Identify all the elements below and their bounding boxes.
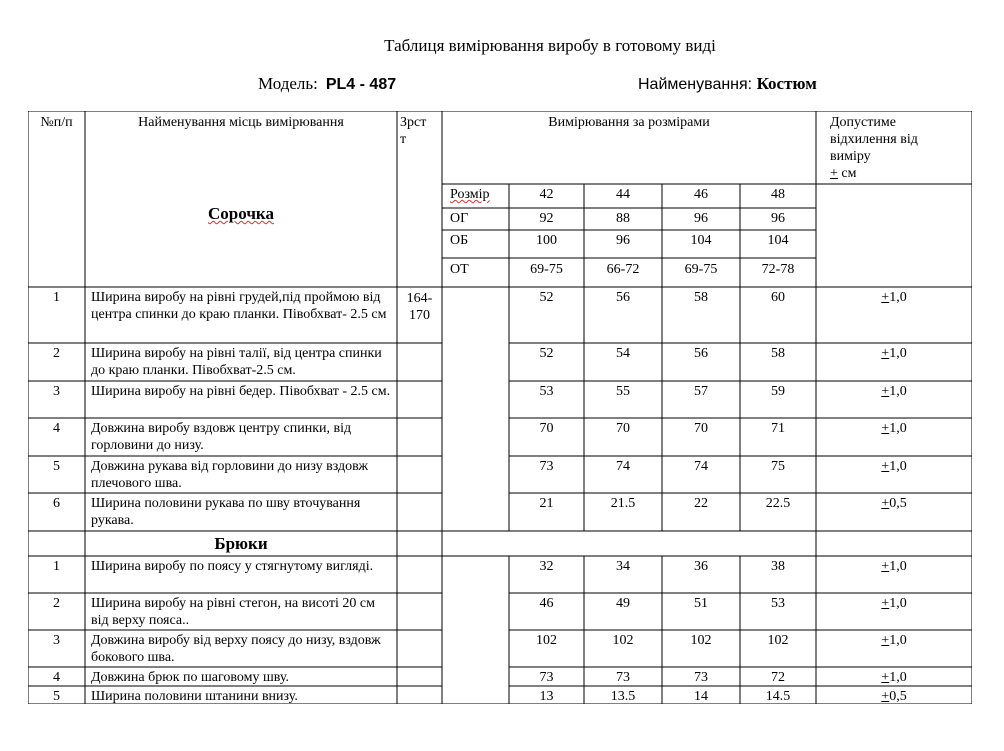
tolerance-value: 1,0 — [889, 384, 907, 399]
shirt-row-value: 21 — [539, 496, 554, 511]
pants-row-value: 49 — [616, 596, 630, 611]
shirt-row-value: 57 — [694, 384, 708, 399]
pants-row-num: 5 — [53, 689, 60, 704]
pants-row-value: 72 — [771, 670, 785, 685]
plus-minus-sign: + — [881, 633, 890, 648]
size-value: 42 — [539, 187, 554, 202]
pants-row-tolerance — [816, 595, 972, 612]
pants-row-value: 14.5 — [765, 689, 791, 704]
shirt-row-description: Ширина виробу на рівні грудей,під проймою від центра спинки до краю планки. Півобхват- 2.5 см — [91, 290, 387, 322]
shirt-row-value: 22 — [694, 496, 708, 511]
shirt-row-value: 56 — [694, 346, 708, 361]
model-label: Модель: — [258, 74, 318, 93]
name-value: Костюм — [756, 74, 817, 93]
size-value: 96 — [771, 211, 785, 226]
pants-row-num: 1 — [53, 559, 60, 574]
pants-row-value: 53 — [771, 596, 785, 611]
shirt-row-num: 2 — [53, 346, 60, 361]
pants-row-value: 13.5 — [610, 689, 636, 704]
size-row-label: ОБ — [450, 233, 469, 248]
pants-row-tolerance — [816, 558, 972, 575]
shirt-row-tolerance — [816, 383, 972, 400]
shirt-row-value: 75 — [771, 459, 785, 474]
shirt-row-tolerance — [816, 289, 972, 306]
shirt-row-value: 58 — [694, 290, 708, 305]
model-info — [258, 74, 396, 94]
tolerance-value: 1,0 — [889, 596, 907, 611]
section-pants-title: Брюки — [214, 534, 268, 553]
shirt-row-value: 73 — [539, 459, 554, 474]
shirt-row-value: 70 — [539, 421, 554, 436]
size-row-label: ОТ — [450, 262, 469, 277]
header-num: №п/п — [40, 115, 73, 130]
measurement-table — [28, 111, 972, 704]
name-label: Найменування: — [638, 76, 753, 93]
plus-minus-sign: + — [881, 384, 890, 399]
shirt-row-description: Ширина половини рукава по шву вточування рукава. — [91, 496, 361, 528]
pants-row-num: 3 — [53, 633, 60, 648]
size-row-label: Розмір — [450, 187, 490, 202]
shirt-row-value: 22.5 — [765, 496, 791, 511]
tolerance-value: 1,0 — [889, 459, 907, 474]
tolerance-value: 0,5 — [889, 496, 907, 511]
plus-minus-sign: + — [881, 689, 890, 704]
plus-minus-sign: + — [881, 346, 890, 361]
shirt-row-value: 70 — [616, 421, 630, 436]
pants-row-description: Довжина виробу від верху поясу до низу, вздовж бокового шва. — [91, 633, 381, 665]
shirt-row-num: 1 — [53, 290, 60, 305]
pants-row-value: 102 — [690, 633, 712, 648]
pants-row-value: 38 — [771, 559, 785, 574]
plus-minus-sign: + — [881, 496, 890, 511]
size-value: 69-75 — [530, 262, 563, 277]
pants-row-tolerance — [816, 669, 972, 686]
shirt-row-description: Ширина виробу на рівні бедер. Півобхват - 2.5 см. — [91, 384, 391, 399]
tolerance-value: 1,0 — [889, 670, 907, 685]
shirt-row-num: 4 — [53, 421, 60, 436]
header-place: Найменування місць вимірювання — [138, 115, 344, 130]
shirt-row-tolerance — [816, 420, 972, 437]
shirt-row-description: Довжина виробу вздовж центру спинки, від горловини до низу. — [91, 421, 352, 453]
shirt-row-description: Ширина виробу на рівні талії, від центра спинки до краю планки. Півобхват-2.5 см. — [91, 346, 382, 378]
pants-row-value: 14 — [694, 689, 708, 704]
section-shirt-title: Сорочка — [208, 204, 274, 223]
model-code: PL4 - 487 — [325, 76, 397, 93]
shirt-row-tolerance — [816, 345, 972, 362]
plus-minus-sign: + — [881, 596, 890, 611]
shirt-row-value: 56 — [616, 290, 630, 305]
height-value: 164- 170 — [406, 291, 433, 323]
pants-row-num: 2 — [53, 596, 60, 611]
pants-row-num: 4 — [53, 670, 60, 685]
shirt-row-value: 74 — [616, 459, 630, 474]
size-value: 88 — [616, 211, 630, 226]
tolerance-value: 0,5 — [889, 689, 907, 704]
pants-row-tolerance — [816, 688, 972, 705]
plus-minus-sign: + — [830, 166, 838, 181]
size-value: 69-75 — [684, 262, 718, 277]
document-title: Таблиця вимірювання виробу в готовому виді — [384, 36, 716, 55]
shirt-row-num: 6 — [53, 496, 60, 511]
size-value: 46 — [694, 187, 708, 202]
size-value: 100 — [536, 233, 557, 248]
size-value: 104 — [690, 233, 712, 248]
size-row-label: ОГ — [450, 211, 469, 226]
model-line — [0, 74, 1004, 96]
pants-row-value: 36 — [694, 559, 708, 574]
header-sizes: Вимірювання за розмірами — [548, 115, 710, 130]
size-value: 92 — [539, 211, 554, 226]
shirt-row-value: 74 — [694, 459, 708, 474]
size-value: 48 — [771, 187, 785, 202]
plus-minus-sign: + — [881, 559, 890, 574]
pants-row-value: 46 — [539, 596, 554, 611]
shirt-row-value: 54 — [616, 346, 630, 361]
plus-minus-sign: + — [881, 290, 890, 305]
header-tolerance: Допустиме відхилення від виміру + см — [830, 114, 948, 182]
tolerance-value: 1,0 — [889, 559, 907, 574]
shirt-row-value: 70 — [694, 421, 708, 436]
size-value: 66-72 — [606, 262, 640, 277]
pants-row-value: 34 — [616, 559, 630, 574]
product-name-info — [638, 74, 817, 94]
pants-row-tolerance — [816, 632, 972, 649]
shirt-row-value: 21.5 — [610, 496, 636, 511]
shirt-row-value: 53 — [539, 384, 554, 399]
pants-row-description: Ширина виробу на рівні стегон, на висоті 20 см від верху пояса.. — [91, 596, 375, 628]
tolerance-value: 1,0 — [889, 290, 907, 305]
header-height: Зрст т — [400, 115, 427, 147]
shirt-row-description: Довжина рукава від горловини до низу вздовж плечового шва. — [91, 459, 369, 491]
size-value: 104 — [767, 233, 789, 248]
tolerance-value: 1,0 — [889, 346, 907, 361]
pants-row-value: 102 — [536, 633, 557, 648]
tolerance-value: 1,0 — [889, 421, 907, 436]
pants-row-value: 73 — [616, 670, 630, 685]
size-value: 96 — [616, 233, 630, 248]
shirt-row-value: 58 — [771, 346, 785, 361]
size-value: 72-78 — [761, 262, 795, 277]
shirt-row-value: 71 — [771, 421, 785, 436]
shirt-row-value: 52 — [539, 346, 554, 361]
plus-minus-sign: + — [881, 670, 890, 685]
pants-row-value: 73 — [539, 670, 554, 685]
plus-minus-sign: + — [881, 421, 890, 436]
tolerance-unit-text: см — [837, 166, 857, 181]
pants-row-value: 102 — [767, 633, 789, 648]
plus-minus-sign: + — [881, 459, 890, 474]
pants-row-description: Довжина брюк по шаговому шву. — [91, 670, 290, 685]
pants-row-value: 102 — [612, 633, 634, 648]
shirt-row-value: 52 — [539, 290, 554, 305]
tolerance-value: 1,0 — [889, 633, 907, 648]
pants-row-value: 32 — [539, 559, 554, 574]
size-value: 44 — [616, 187, 630, 202]
shirt-row-value: 55 — [616, 384, 630, 399]
shirt-row-tolerance — [816, 458, 972, 475]
shirt-row-num: 5 — [53, 459, 60, 474]
pants-row-description: Ширина половини штанини внизу. — [91, 689, 298, 704]
size-value: 96 — [694, 211, 708, 226]
shirt-row-tolerance — [816, 495, 972, 512]
shirt-row-value: 59 — [771, 384, 785, 399]
shirt-row-value: 60 — [771, 290, 785, 305]
shirt-row-num: 3 — [53, 384, 60, 399]
pants-row-value: 73 — [694, 670, 708, 685]
tolerance-unit — [830, 165, 948, 182]
pants-row-value: 13 — [539, 689, 554, 704]
pants-row-value: 51 — [694, 596, 708, 611]
pants-row-description: Ширина виробу по поясу у стягнутому вигляді. — [91, 559, 374, 574]
